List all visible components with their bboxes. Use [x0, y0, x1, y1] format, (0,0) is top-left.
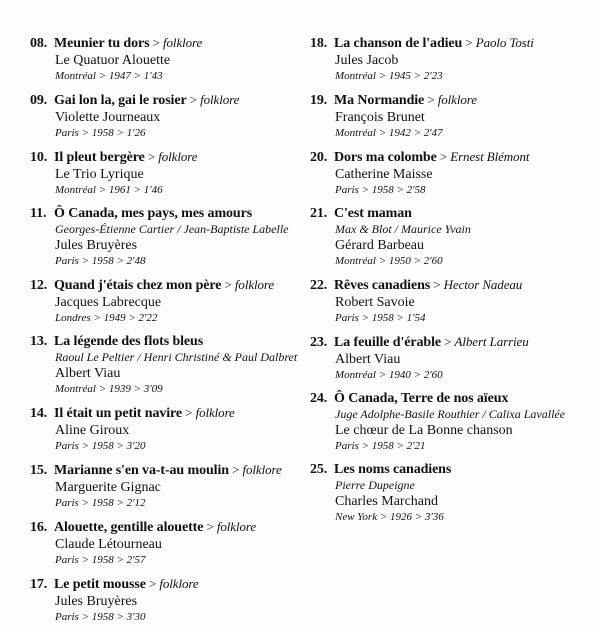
track-info: Paris > 1958 > 2'21 [335, 440, 426, 452]
track-number: 16. [30, 520, 48, 535]
track-title: Marianne s'en va-t-au moulin [54, 463, 229, 478]
track-column-left [30, 34, 298, 632]
track-item [310, 205, 590, 269]
track-genre-or-composer: Hector Nadeau [443, 277, 523, 292]
track-info: Montréal > 1961 > 1'46 [55, 184, 163, 196]
track-number: 10. [30, 150, 48, 165]
track-title: La légende des flots bleus [54, 334, 204, 349]
track-info: Paris > 1958 > 2'58 [335, 184, 426, 196]
separator-glyph: > [182, 405, 196, 420]
track-title: Il était un petit navire [54, 406, 183, 421]
track-number: 18. [310, 36, 328, 51]
track-item [310, 461, 590, 525]
track-title-line [30, 91, 290, 109]
track-genre-or-composer: folklore [195, 405, 235, 420]
track-info: Montréal > 1950 > 2'60 [335, 255, 443, 267]
track-item [30, 575, 290, 625]
track-number: 09. [30, 93, 48, 108]
track-genre-or-composer: folklore [158, 149, 198, 164]
separator-glyph: > [228, 462, 243, 477]
track-artist: Robert Savoie [335, 295, 415, 310]
track-genre-or-composer: folklore [216, 519, 257, 534]
track-artist: Jules Bruyères [55, 594, 138, 609]
track-number: 23. [310, 335, 328, 350]
track-number: 25. [310, 462, 328, 477]
track-genre-or-composer: folklore [163, 35, 203, 50]
track-title: Les noms canadiens [334, 462, 452, 477]
track-title: Quand j'étais chez mon père [54, 278, 222, 293]
track-genre-or-composer: folklore [200, 92, 240, 107]
track-title-line [30, 333, 290, 350]
track-title-line [310, 390, 590, 407]
separator-glyph: > [149, 35, 164, 50]
track-authors: Juge Adolphe-Basile Routhier / Calixa Lavallée [335, 407, 566, 421]
track-artist: François Brunet [335, 110, 425, 125]
track-title-line [310, 91, 590, 109]
separator-glyph: > [440, 334, 455, 349]
track-item [30, 461, 290, 511]
track-artist: Violette Journeaux [55, 110, 161, 125]
track-column-right [310, 34, 590, 532]
track-title: Ô Canada, mes pays, mes amours [54, 206, 253, 221]
track-number: 11. [30, 206, 47, 221]
separator-glyph: > [203, 519, 217, 534]
track-title: Rêves canadiens [334, 278, 431, 293]
track-number: 24. [310, 391, 328, 406]
track-item [30, 404, 290, 454]
track-item [310, 333, 590, 383]
separator-glyph: > [145, 576, 160, 591]
separator-glyph: > [462, 35, 476, 50]
track-item [310, 390, 590, 454]
track-title: Le petit mousse [54, 577, 146, 592]
track-title-line [30, 34, 290, 52]
track-artist: Catherine Maisse [335, 167, 433, 182]
separator-glyph: > [430, 277, 444, 292]
track-info: Montréal > 1939 > 3'09 [55, 383, 163, 395]
track-item [30, 205, 290, 269]
track-info: Paris > 1958 > 2'12 [55, 497, 146, 509]
track-number: 21. [310, 206, 328, 221]
track-title: Ma Normandie [334, 93, 425, 108]
track-title-line [30, 205, 290, 222]
track-artist: Albert Viau [335, 352, 401, 367]
track-artist: Le Quatuor Alouette [55, 53, 171, 68]
track-number: 17. [30, 577, 48, 592]
track-title: Meunier tu dors [54, 36, 150, 51]
track-item [30, 518, 290, 568]
track-title-line [310, 205, 590, 222]
track-title-line [310, 34, 590, 52]
track-title-line [30, 575, 290, 593]
track-title: Ô Canada, Terre de nos aïeux [334, 391, 509, 406]
track-artist: Aline Giroux [55, 423, 130, 438]
track-artist: Jules Jacob [335, 53, 399, 68]
track-item [30, 34, 290, 84]
track-title: Dors ma colombe [334, 150, 437, 165]
track-title-line [310, 461, 590, 478]
track-artist: Gérard Barbeau [335, 238, 425, 253]
track-genre-or-composer: folklore [437, 92, 477, 107]
track-artist: Marguerite Gignac [55, 480, 161, 495]
separator-glyph: > [144, 149, 159, 164]
track-artist: Jules Bruyères [55, 238, 138, 253]
track-number: 19. [310, 93, 328, 108]
track-number: 08. [30, 36, 48, 51]
track-authors: Pierre Dupeigne [335, 478, 415, 492]
track-item [310, 276, 590, 326]
track-number: 12. [30, 278, 48, 293]
track-item [30, 333, 298, 397]
track-title-line [30, 404, 290, 422]
track-artist: Le Trio Lyrique [55, 167, 144, 182]
track-genre-or-composer: folklore [159, 576, 199, 591]
track-item [310, 148, 590, 198]
track-title: La chanson de l'adieu [334, 36, 463, 51]
track-number: 22. [310, 278, 328, 293]
track-info: New York > 1926 > 3'36 [335, 511, 444, 523]
track-artist: Claude Létourneau [55, 537, 162, 552]
track-title-line [30, 148, 290, 166]
track-title-line [310, 276, 590, 294]
separator-glyph: > [186, 92, 201, 107]
separator-glyph: > [424, 92, 438, 107]
track-title: Il pleut bergère [54, 150, 145, 165]
track-info: Montréal > 1945 > 2'23 [335, 70, 443, 82]
track-info: Montréal > 1947 > 1'43 [55, 70, 163, 82]
track-artist: Le chœur de La Bonne chanson [335, 423, 513, 438]
track-number: 20. [310, 150, 328, 165]
track-title-line [310, 333, 590, 351]
track-item [310, 91, 590, 141]
track-title-line [30, 276, 290, 294]
track-info: Paris > 1958 > 1'26 [55, 127, 146, 139]
track-item [30, 148, 290, 198]
separator-glyph: > [436, 149, 451, 164]
track-genre-or-composer: folklore [234, 277, 275, 292]
track-info: Paris > 1958 > 2'57 [55, 554, 146, 566]
track-info: Montréal > 1940 > 2'60 [335, 369, 443, 381]
track-number: 14. [30, 406, 48, 421]
track-authors: Max & Blot / Maurice Yvain [335, 222, 471, 236]
track-number: 15. [30, 463, 48, 478]
track-title: Gai lon la, gai le rosier [54, 93, 187, 108]
track-item [30, 276, 290, 326]
track-title: La feuille d'érable [334, 335, 441, 350]
track-authors: Raoul Le Peltier / Henri Christiné & Paul Dalbret [55, 350, 298, 364]
track-info: Paris > 1958 > 2'48 [55, 255, 146, 267]
track-title: Alouette, gentille alouette [54, 520, 204, 535]
track-artist: Jacques Labrecque [55, 295, 162, 310]
track-genre-or-composer: Paolo Tosti [475, 35, 534, 50]
track-genre-or-composer: folklore [242, 462, 282, 477]
track-title-line [30, 461, 290, 479]
track-artist: Charles Marchand [335, 494, 439, 509]
track-artist: Albert Viau [55, 366, 121, 381]
track-title-line [310, 148, 590, 166]
track-info: Paris > 1958 > 3'30 [55, 611, 146, 623]
track-genre-or-composer: Albert Larrieu [454, 334, 529, 349]
track-genre-or-composer: Ernest Blémont [450, 149, 530, 164]
track-title-line [30, 518, 290, 536]
track-item [30, 91, 290, 141]
track-info: Paris > 1958 > 3'20 [55, 440, 146, 452]
track-authors: Georges-Étienne Cartier / Jean-Baptiste Labelle [55, 222, 289, 236]
separator-glyph: > [221, 277, 235, 292]
track-title: C'est maman [334, 206, 412, 221]
track-item [310, 34, 590, 84]
track-info: Montréal > 1942 > 2'47 [335, 127, 443, 139]
track-info: Londres > 1949 > 2'22 [55, 312, 158, 324]
track-info: Paris > 1958 > 1'54 [335, 312, 426, 324]
track-number: 13. [30, 334, 48, 349]
